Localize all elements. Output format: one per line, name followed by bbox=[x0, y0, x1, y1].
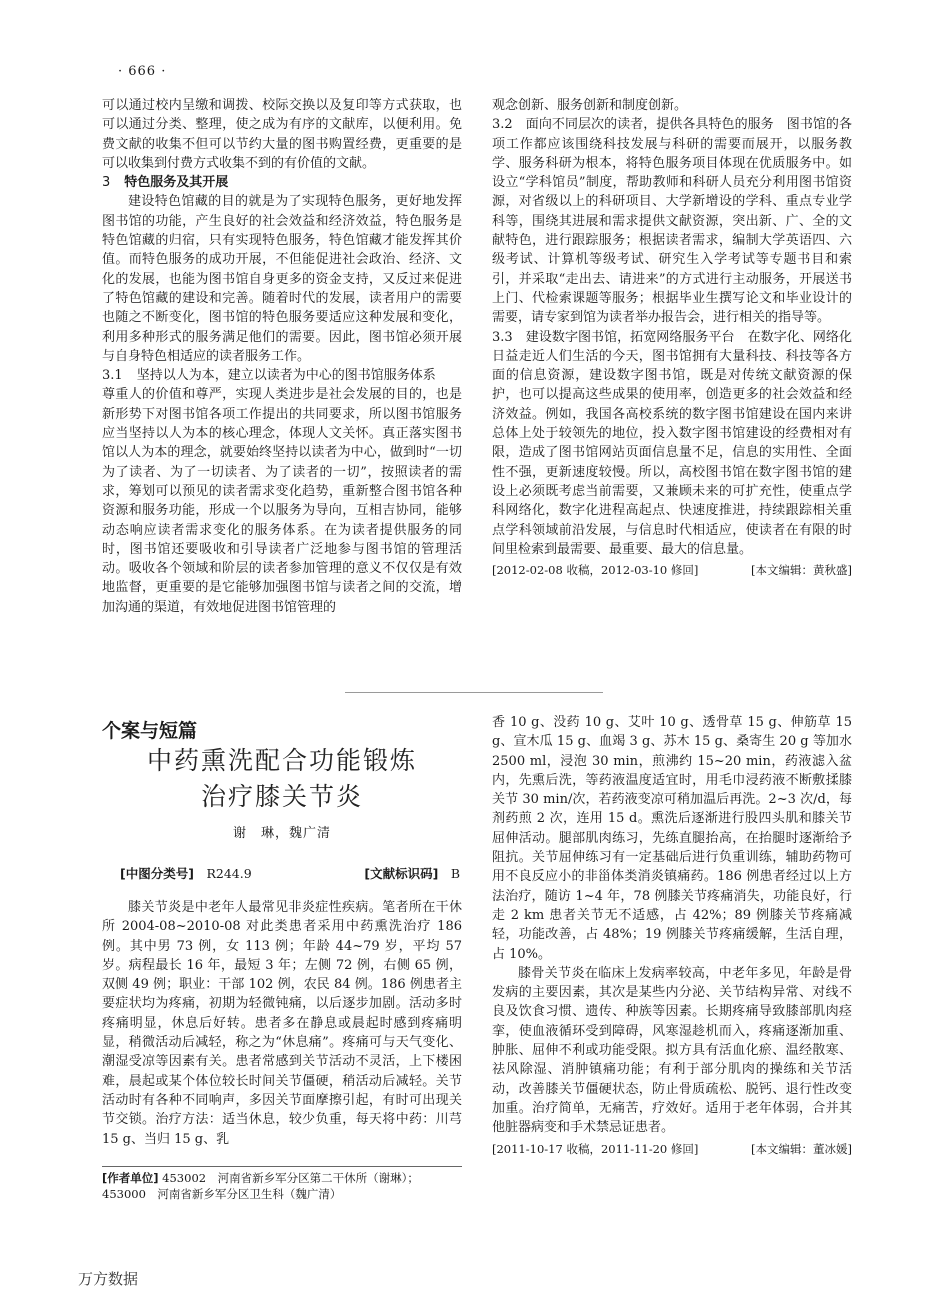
top-right-column bbox=[492, 96, 852, 580]
section-title: 特色服务及其开展 bbox=[124, 175, 229, 191]
paragraph: 建设特色馆藏的目的就是为了实现特色服务，更好地发挥图书馆的功能，产生良好的社会效益和经济效益，特色服务是特色馆藏的归宿，只有实现特色服务，特色馆藏才能发挥其价值。而特色服务的成功开展，不但能促进社会政治、经济、文化的发展，也能为图书馆自身更多的资金支持，又反过来促进了特色馆藏的建设和完善。随着时代的发展，读者用户的需要也随之不断变化，图书馆的特色服务要适应这种发展和变化，利用多种形式的服务满足他们的需要。因此，图书馆必须开展与自身特色相适应的读者服务工作。 bbox=[102, 194, 462, 364]
wanfang-watermark: 万方数据 bbox=[78, 1270, 139, 1288]
subsection-body: 图书馆的各项工作都应该围绕科技发展与科研的需要而展开，以服务教学、服务科研为根本，将特色服务项目体现在优质服务中。如设立“学科馆员”制度，帮助教师和科研人员充分利用图书馆资源，对省级以上的科研项目、大学新增设的学科、重点专业学科等，围绕其进展和需求提供文献资源，突出新、广、全的文献特色，进行跟踪服务；根据读者需求，编制大学英语四、六级考试、计算机等级考试、研究生入学考试等专题书目和索引，并采取“走出去、请进来”的方式进行主动服务，开展送书上门、代检索课题等服务；根据毕业生撰写论文和毕业设计的需要，请专家到馆为读者举办报告会，进行相关的指导等。 bbox=[492, 117, 852, 326]
article-title-line-1: 中药熏洗配合功能锻炼 bbox=[146, 746, 417, 775]
editor-note: [本文编辑：董冰媛] bbox=[751, 1141, 852, 1156]
footnote-rule bbox=[102, 1166, 462, 1167]
paragraph: 香 10 g、没药 10 g、艾叶 10 g、透骨草 15 g、伸筋草 15 g、宣木瓜 15 g、血竭 3 g、苏木 15 g、桑寄生 20 g 等加水 2500 ml，浸泡 30 min，煎沸约 15~20 min，药液滤入盆内，先熏后洗，等药液温度适宜时，用毛巾浸药液不断敷揉膝关节 30 min/次，若药液变凉可稍加温后再洗。2~3 次/d，每剂药煎 2 次，连用 15 d。熏洗后逐渐进行股四头肌和膝关节屈伸活动。腿部肌肉练习，先练直腿抬高，在抬腿时逐渐给予阻抗。关节屈伸练习有一定基础后进行负重训练，辅助药物可用不良反应小的非甾体类消炎镇痛药。186 例患者经过以上方法治疗，随访 1~4 年，78 例膝关节疼痛消失，功能良好，行走 2 km 患者关节无不适感，占 42%；89 例膝关节疼痛减轻，功能改善，占 48%；19 例膝关节疼痛缓解，生活自理，占 10%。 bbox=[492, 715, 852, 962]
subsection-title: 坚持以人为本，建立以读者为中心的图书馆服务体系 bbox=[136, 368, 436, 384]
footnote-text: 453002 河南省新乡军分区第二干休所（谢琳）；453000 河南省新乡军分区卫生科（魏广清） bbox=[102, 1171, 419, 1201]
paragraph: 尊重人的价值和尊严，实现人类进步是社会发展的目的，也是新形势下对图书馆各项工作提出的共同要求，所以图书馆服务应当坚持以人为本的核心理念，体现人文关怀。真正落实图书馆以人为本的理念，就要始终坚持以读者为中心，做到时“一切为了读者、为了一切读者、为了读者的一切”，按照读者的需求，筹划可以预见的读者需求变化趋势，重新整合图书馆各种资源和服务功能，形成一个以服务为导向，互相吉协同，能够动态响应读者需求变化的服务体系。在为读者提供服务的同时，图书馆还要吸收和引导读者广泛地参与图书馆的管理活动。吸收各个领域和阶层的读者参加管理的意义不仅仅是有效地监督，更重要的是它能够加强图书馆与读者之间的交流，增加沟通的渠道，有效地促进图书馆管理的 bbox=[102, 387, 462, 615]
page-number: · 666 · bbox=[118, 64, 167, 79]
subsection-paragraph bbox=[492, 328, 852, 560]
article-dates-line bbox=[492, 1140, 852, 1159]
article-dates-line bbox=[492, 561, 852, 580]
subsection-title: 建设数字图书馆，拓宽网络服务平台 bbox=[525, 329, 735, 345]
editor-note: [本文编辑：黄秋盛] bbox=[751, 563, 852, 578]
received-revised-dates: [2012-02-08 收稿，2012-03-10 修回] bbox=[492, 563, 699, 578]
subsection-number: 3.3 bbox=[492, 329, 513, 345]
paragraph: 膝骨关节炎在临床上发病率较高，中老年多见，年龄是骨发病的主要因素，其次是某些内分泌、关节结构异常、对线不良及饮食习惯、遗传、种族等因素。长期疼痛导致膝部肌肉痉挛，使血液循环受到障碍，风寒湿趁机而入，疼痛逐渐加重、肿胀、屈伸不利或功能受限。拟方具有活血化瘀、温经散寒、祛风除湿、消肿镇痛功能；有利于部分肌肉的操练和关节活动，改善膝关节僵硬状态，防止骨质疏松、脱钙、退行性改变加重。治疗简单，无痛苦，疗效好。适用于老年体弱，合并其他脏器病变和手术禁忌证患者。 bbox=[492, 965, 852, 1136]
column-label: 个案与短篇 bbox=[102, 720, 198, 742]
author-affiliation-footnote bbox=[102, 1170, 462, 1202]
section-heading bbox=[102, 173, 462, 192]
subsection-title: 面向不同层次的读者，提供各具特色的服务 bbox=[525, 117, 774, 133]
paragraph: 观念创新、服务创新和制度创新。 bbox=[492, 98, 688, 113]
footnote-label: [作者单位] bbox=[102, 1171, 159, 1185]
subsection-heading bbox=[102, 366, 462, 385]
subsection-number: 3.1 bbox=[102, 368, 123, 384]
subsection-number: 3.2 bbox=[492, 117, 513, 133]
paragraph: 可以通过校内呈缴和调拨、校际交换以及复印等方式获取，也可以通过分类、整理，使之成为有序的文献库，以便利用。免费文献的收集不但可以节约大量的图书购置经费，更重要的是可以收集到付费方式收集不到的有价值的文献。 bbox=[102, 98, 462, 171]
received-revised-dates: [2011-10-17 收稿，2011-11-20 修回] bbox=[492, 1141, 699, 1156]
article-title-line-2: 治疗膝关节炎 bbox=[200, 782, 363, 811]
bottom-left-column bbox=[102, 898, 462, 1149]
section-divider bbox=[345, 692, 603, 693]
section-number: 3 bbox=[102, 175, 111, 191]
document-code: [文献标识码] B bbox=[364, 866, 460, 881]
authors: 谢 琳，魏广清 bbox=[232, 826, 331, 841]
clc-code: [中图分类号] R244.9 bbox=[120, 866, 252, 881]
top-left-column bbox=[102, 96, 462, 617]
subsection-body: 在数字化、网络化日益走近人们生活的今天，图书馆拥有大量科技、科技等各方面的信息资源，建设数字图书馆，既是对传统文献资源的保护，也可以提高这些成果的使用率，创造更多的社会效益和经济效益。例如，我国各高校系统的数字图书馆建设在国内来讲总体上处于较领先的地位，投入数字图书馆建设的经费相对有限，造成了图书馆网站页面信息量不足，信息的实用性、全面性不强，更新速度较慢。所以，高校图书馆在数字图书馆的建设上必须既考虑当前需要，又兼顾未来的可扩充性，使重点学科网络化，数字化进程高起点、快速度推进，持续跟踪相关重点学科领域前沿发展，与信息时代相适应，使读者在有限的时间里检索到最需要、最重要、最大的信息量。 bbox=[492, 329, 852, 557]
subsection-paragraph bbox=[492, 115, 852, 327]
paragraph: 膝关节炎是中老年人最常见非炎症性疾病。笔者所在干休所 2004-08~2010-08 对此类患者采用中药熏洗治疗 186 例。其中男 73 例，女 113 例；年龄 44~79 岁，平均 57 岁。病程最长 16 年，最短 3 年；左侧 72 例，右侧 65 例，双侧 49 例；职业：干部 102 例，农民 84 例。186 例患者主要症状均为疼痛，初期为轻微钝痛，以后逐步加剧。活动多时疼痛明显，休息后好转。患者多在静息或晨起时感到疼痛明显，稍微活动后减轻，称之为“休息痛”。疼痛可与天气变化、潮湿受凉等因素有关。患者常感到关节活动不灵活，上下楼困难，晨起或某个体位较长时间关节僵硬，稍活动后减轻。关节活动时有各种不同响声，多因关节面摩擦引起，有时可出现关节交锁。治疗方法：适当休息，较少负重，每天将中药：川芎 15 g、当归 15 g、乳 bbox=[102, 900, 462, 1147]
classification-line bbox=[120, 864, 460, 882]
bottom-right-column bbox=[492, 713, 852, 1159]
